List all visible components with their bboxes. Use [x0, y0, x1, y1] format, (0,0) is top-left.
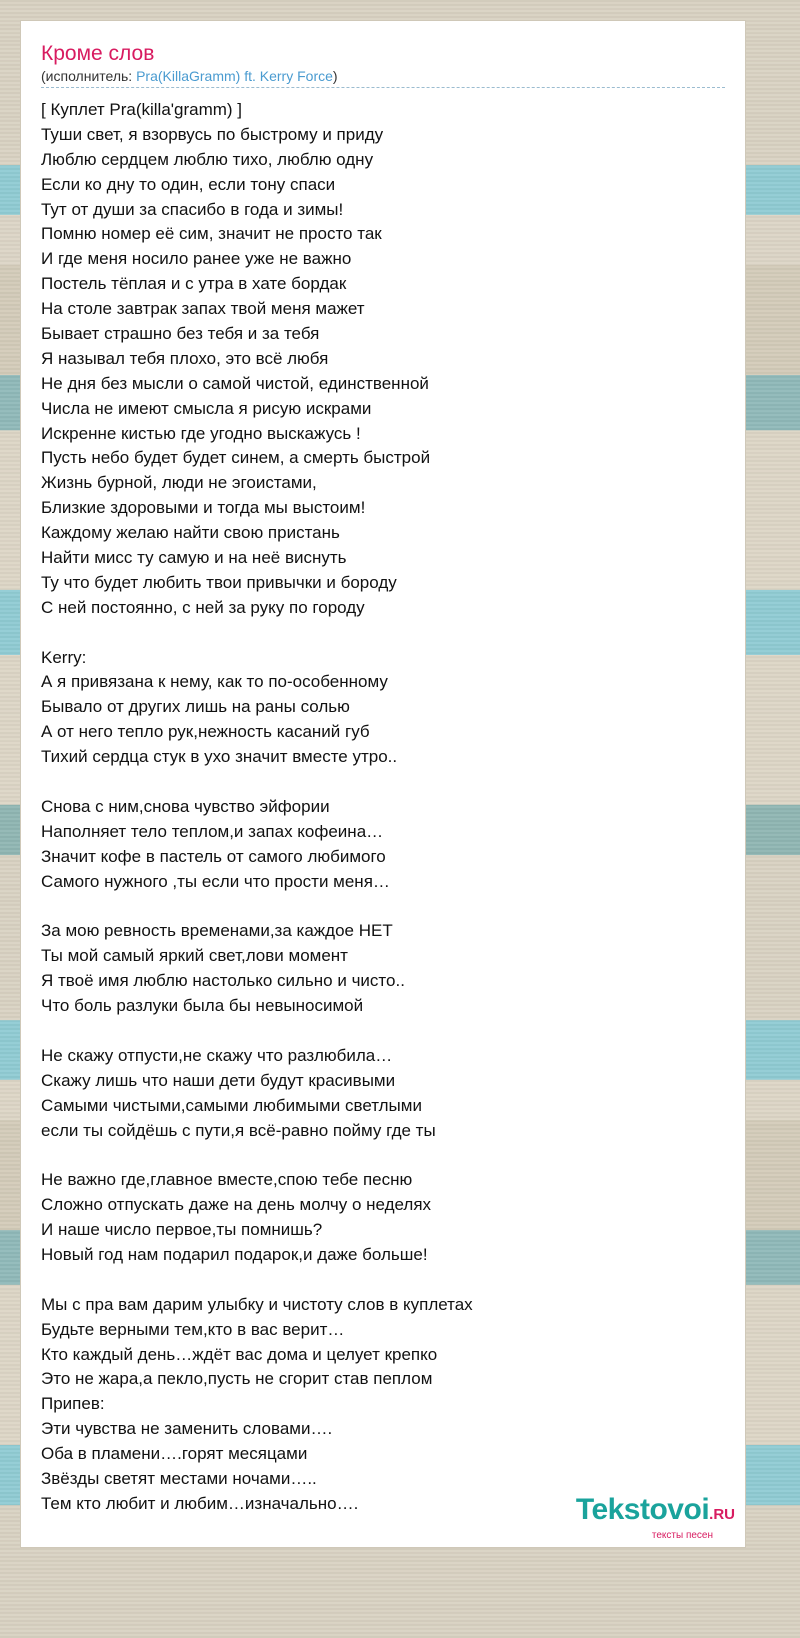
lyric-line: Будьте верными тем,кто в вас верит… [41, 1319, 345, 1339]
lyric-line: Наполняет тело теплом,и запах кофеина… [41, 821, 384, 841]
lyric-line: Тихий сердца стук в ухо значит вместе утро.. [41, 747, 398, 767]
lyric-line: Я твоё имя люблю настолько сильно и чисто.. [41, 971, 405, 991]
lyric-line: Близкие здоровыми и тогда мы выстоим! [41, 498, 366, 518]
artist-link[interactable]: Pra(KillaGramm) ft. Kerry Force [136, 68, 333, 84]
lyric-line: Найти мисс ту самую и на неё виснуть [41, 548, 347, 568]
stanza-break [41, 1143, 725, 1168]
lyric-line: Тут от души за спасибо в года и зимы! [41, 199, 344, 219]
lyric-line: Пусть небо будет будет синем, а смерть быстрой [41, 448, 431, 468]
lyric-line: Не дня без мысли о самой чистой, единственной [41, 373, 429, 393]
logo-tld: .RU [709, 1506, 735, 1523]
artist-line [41, 67, 725, 88]
lyric-line: Бывало от других лишь на раны солью [41, 697, 350, 717]
lyric-line: Снова с ним,снова чувство эйфории [41, 796, 330, 816]
lyric-line: И где меня носило ранее уже не важно [41, 249, 352, 269]
lyric-line: Скажу лишь что наши дети будут красивыми [41, 1070, 396, 1090]
lyric-line: Жизнь бурной, люди не эгоистами, [41, 473, 317, 493]
lyric-line: если ты сойдёшь с пути,я всё-равно пойму где ты [41, 1120, 436, 1140]
lyric-line: Тем кто любит и любим…изначально…. [41, 1493, 359, 1513]
lyric-line: [ Куплет Pra(killa'gramm) ] [41, 100, 243, 119]
lyric-line: Самого нужного ,ты если что прости меня… [41, 871, 390, 891]
stanza-break [41, 1019, 725, 1044]
lyric-line: Не важно где,главное вместе,спою тебе песню [41, 1170, 413, 1190]
lyric-line: Искренне кистью где угодно выскажусь ! [41, 423, 361, 443]
stanza-break [41, 895, 725, 920]
lyric-line: Ты мой самый яркий свет,лови момент [41, 946, 348, 966]
site-logo[interactable] [576, 1495, 735, 1541]
lyric-line: Числа не имеют смысла я рисую искрами [41, 398, 372, 418]
lyric-line: Бывает страшно без тебя и за тебя [41, 324, 320, 344]
lyric-line: Звёзды светят местами ночами….. [41, 1468, 317, 1488]
lyric-line: Припев: [41, 1394, 105, 1414]
lyric-line: Самыми чистыми,самыми любимыми светлыми [41, 1095, 422, 1115]
lyric-line: Это не жара,а пекло,пусть не сгорит став пеплом [41, 1369, 433, 1389]
lyric-line: Постель тёплая и с утра в хате бордак [41, 274, 347, 294]
artist-prefix: (исполнитель: [41, 68, 137, 84]
logo-wordmark [576, 1495, 735, 1530]
lyric-line: Люблю сердцем люблю тихо, люблю одну [41, 149, 374, 169]
lyric-line: Мы с пра вам дарим улыбку и чистоту слов в куплетах [41, 1294, 473, 1314]
lyric-line: С ней постоянно, с ней за руку по городу [41, 597, 365, 617]
lyric-line: Я называл тебя плохо, это всё любя [41, 348, 329, 368]
logo-name: Tekstovoi [575, 1493, 710, 1526]
lyric-line: Сложно отпускать даже на день молчу о неделях [41, 1195, 432, 1215]
stanza-break [41, 1268, 725, 1293]
lyric-line: За мою ревность временами,за каждое НЕТ [41, 921, 393, 941]
lyric-line: Каждому желаю найти свою пристань [41, 523, 340, 543]
lyric-line: А от него тепло рук,нежность касаний губ [41, 722, 370, 742]
lyric-line: Не скажу отпусти,не скажу что разлюбила… [41, 1045, 393, 1065]
lyric-line: Kerry: [41, 647, 87, 667]
lyric-line: Значит кофе в пастель от самого любимого [41, 846, 386, 866]
stanza-break [41, 621, 725, 646]
stanza-break [41, 770, 725, 795]
lyric-line: Кто каждый день…ждёт вас дома и целует крепко [41, 1344, 438, 1364]
song-title: Кроме слов [41, 42, 155, 65]
lyric-line: Что боль разлуки была бы невыносимой [41, 996, 364, 1016]
lyrics-card [20, 20, 746, 1548]
lyric-line: Оба в пламени….горят месяцами [41, 1444, 308, 1464]
lyric-line: На столе завтрак запах твой меня мажет [41, 299, 365, 319]
artist-suffix: ) [332, 68, 338, 84]
lyric-line: Если ко дну то один, если тону спаси [41, 174, 336, 194]
lyric-line: Эти чувства не заменить словами…. [41, 1419, 333, 1439]
lyric-line: Новый год нам подарил подарок,и даже больше! [41, 1244, 428, 1264]
lyric-line: Ту что будет любить твои привычки и бороду [41, 572, 397, 592]
lyric-line: А я привязана к нему, как то по-особенному [41, 672, 388, 692]
lyric-line: И наше число первое,ты помнишь? [41, 1220, 323, 1240]
lyrics-text [41, 98, 725, 1517]
lyric-line: Помню номер её сим, значит не просто так [41, 224, 382, 244]
logo-tagline: тексты песен [651, 1530, 713, 1541]
lyric-line: Туши свет, я взорвусь по быстрому и приду [41, 124, 384, 144]
